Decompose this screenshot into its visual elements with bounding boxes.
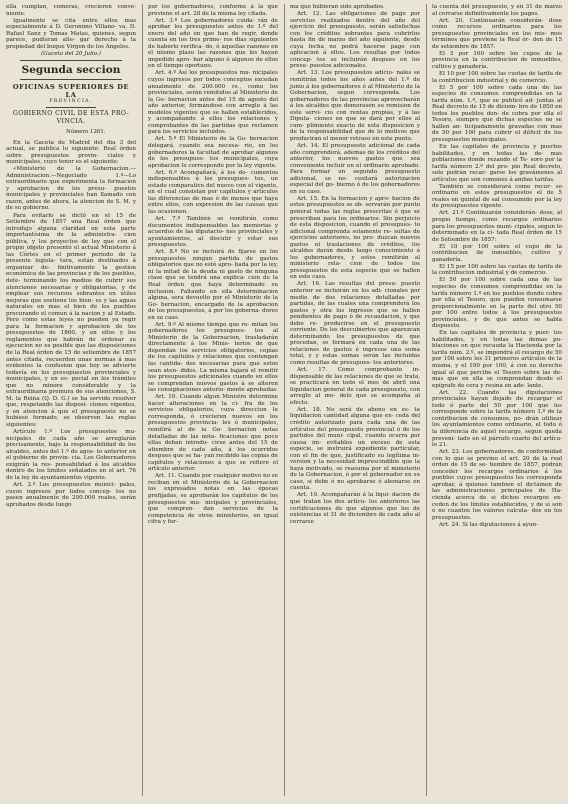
paragraph: Art. 16. Las resultas del presu- puesto anterior se incluirán en los adi- cionales por medio de dos relaciones detalladas por partidas, de las cuales una comprenderá los gastos y otra los ingresos que se hallen pendientes de pago ó de recaudacion, y que debe re- producirse en el presupuesto corriente. De los descubiertos que aparezcan determinando los presupuestos de que procedan, se formará en cada una de las relaciones de gastos é ingresos una suma total, y y estas sumas serán las incluidas como resultas de presupues- tos anteriores. [290, 281, 420, 367]
paragraph: Art. 15. En la formacion y apro- bacion de estos presupuestos se ob- servarán por punto general todas las reglas prescritas ó que se prescriban para los ordinarios. Sin perjuicio de esta disposicion, cuando el presupues- to adicional comprenda solamente re- sultas de ejercicios anteriores, no pro- duzcan nuevos gastos ni traslaciones de créditos, los alcaldes darán desde luego conocimiento á los gobernadores, y estos remitirán al ministerio rela- cion de todos los presupuestos de esta especie que se hallen en este caso. [290, 195, 420, 281]
paragraph: También se considerará como recur- so ordinario en estos presupuestos el de 5 reales en quintal de sal consumido por la ley de presupuestos vigente. [432, 183, 562, 210]
paragraph: Art. 3.º Los gobernadores cuida- rán de aprobar los presupuestos antes de 1.º del enero del año en que han de regir, donde cuenta en los tres prime- ros dias siguientes de haberlo verifica- do, ó aquellas razones en el mismo plazo las razones que les hayan impedido apro- bar alguno ó algunos de ellos en el tiempo oportuno. [148, 17, 278, 70]
paragraph: la cuenta del presupuesto, y en 31 de marzo al cerrarse definitivamente los pagos. [432, 4, 562, 17]
paragraph: Art. 18. No será de abono en es- ta liquidacion cantidad alguna que ex- ceda del crédito autorizado para cada una de las artículos del presupuesto provincial ó de los partidos del muni- cipal, cuando ocurra por causa im- evitables un exceso de esta especie, se instruirá expediente particular, con el fin de que, justificado su legítima in- version y la necesidad imprescindible que la haya motivado, se reasuma por el ministerio de la Gobernacion, ó por el gobernador en su caso, si debe ó no aprobarse ó abonarse en cuenta. [290, 406, 420, 492]
paragraph: Art. 12. Las obligaciones de pago por servicios realizados dentro del año del ejercicio del presupuesto, serán satisfechas con los créditos sobrantes para cubrirlos hasta fin de marzo del año siguiente, desde cuya fecha no podrá hacerse pago con aplicacion á ellos. Los resultas por todos concep- tos se incluirán despues en los presu- puestos adicionales. [290, 11, 420, 70]
divider [20, 60, 122, 61]
paragraph: Art. 8.º No se incluirá de fijarse en los presupuestos ningun partida de gastos obligatorios que no esté apro- bada por la ley, ni la mitad de la deuda ni gasto de ninguna clase que se tendrá una explica- cion de la Real órden que haya determinado su inclusion. Faltando en ella determinacion alguna, sera devuelto por el Ministerio de la Go- bernacion, encargado de la aprobacion de los presupuestos, á por los goberna- dores en su caso. [148, 249, 278, 321]
section-title: Segunda seccion [21, 64, 121, 77]
paragraph: «Ministerio de la Gobernacion.— Administracion.—Negociado 1.º—Lo extraordinario que experimenta la formacion y aprobacion de los presu- puestos municipales y provinciales han llamado con razon, antes de ahora, la atencion de S. M. y de su gobierno. [6, 166, 136, 212]
paragraph: Art. 7.º También se remitirán como documentos indispensables las memorias y acuerdos de las diputacio- nes provinciales y ayuntamientos, al discutir y votar sus presupuestos. [148, 216, 278, 249]
paragraph: Artículo 1.º Los presupuestos mu- nicipales de cada año se arreglarán precisamente, bajo la responsabilidad de los alcaldes, antes del 1.º de agos- to anterior en el gobierno de provin- cia. Los Gobernadores exigirán la res- ponsabilidad á los alcaldes dentro de los limites señalados en el art. 76 de la ley de ayuntamientos vigente. [6, 429, 136, 481]
paragraph: Art. 17. Como comprobante in- dispensable de las relaciones de que se trata, se practicará en todo el mes de abril una liquidacion general de cada presupuesto, con arreglo al mo- delo que se acompaña al efecto. [290, 367, 420, 406]
divider [46, 107, 96, 108]
paragraph: Art. 5.º El Ministerio de la Go- bernacion delegará, cuando sea necesa- rio, en los gobernadores la facultad de aprobar algunos de los presupues- tos municipales, cuya aprobacion le corresponde por la ley vigente. [148, 136, 278, 169]
paragraph: por los gobernadores, conforme á la que previene el art. 28 de la misma ley citada. [148, 4, 278, 17]
paragraph: El 15 por 100 sobre las cuotas de tarifa de la contribucion industrial y de comercio. [432, 263, 562, 277]
paragraph: Para evitarlo se dictó en el 15 de Setiembre de 1857 una Real órden que introdujo alguna claridad en esta parte importantísima de la administra- cion pública, y los proyectos de ley que con el propio objeto presentó el actual Ministerio á las Córtes en el primer periodo de la presente legisla- tura, están destinados á organizar de- finitivamente la gestion económica de las provincias y de los pueblos, dete- terminando los medios de cubrir sus atenciones necesarias y obligatorias, y de emplear sus recursos sobrantes en útiles mejoras que sostiene los bien- es y las aguas naturales en mas el bien de los pueblos procurando el comun á la nacion y al Estado. Pero como estas leyes no pueden ya regir para la formacion y aprobacion de los presupuestos de 1860, y en ellos y los reglamentos que habrán de ordenar su ejecucion no es posible que las disposiciones de la Real órden de 15 de setiembre de 1857 antes citada, recuerden unas normas á mas evidentes la confusion que hoy se advierte todavía en los presupuestos provinciales y municipales, y en es- pecial en los trámites que no minore considerable y la extraordinaria premura de sus atenciones, S. M. la Reina (Q. D. G.) se ha servido resolver que, respetando las disposi- ciones vigentes, y en atencion á que el presupuesto no se hubiese formado, se observen las reglas siguientes: [6, 212, 136, 429]
paragraph: Art. 21.º Continuarán considerán- dose, al propio tiempo, como recargos ordinarios para los presupuestos muni- cipales, segun lo determinado en la ci- tada Real órden de 15 de Setiembre de 1857: [432, 210, 562, 243]
gazette-page [6, 4, 562, 796]
column-4 [426, 4, 562, 796]
paragraph: ma que hubieran sido aprobados. [290, 4, 385, 10]
paragraph: En la Gaceta de Madrid del dia 3 del actual, se publica lo siguiente: Real órden sobre presupuestos provin- ciales y municipales, cuyo tenor es el siguiente: [6, 139, 136, 166]
paragraph: El 50 por 100 sobre cada una de las especies de consumos comprendidas en la tarifa número 1.º en los pueblos donde cobra por ella el Tesoro, que pueden consumarse proporcionalmente en la parte del otro 50 por 100 entre todos á los presupuestos provinciales, y de que antes se habla dispuesto. [432, 277, 562, 330]
decree-number: Número 1261. [66, 128, 106, 135]
gazette-date: (Gaceta del 20 Julio.) [41, 50, 101, 57]
paragraph: El 10 por 100 sobre el cupo de la contribucion de inmuebles, cultivo y ganadería. [432, 243, 562, 263]
paragraph: Art. 11. Cuando por cualquier motivo no se reciban en el Ministerio de la Gobernacion los expresados notas en las épocas prefijadas, se aprobarán los capítulos de los presupuestos mu- nicipales y provinciales, que compren- dan servicios de la competencia de otros ministerios, en igual cifra y for- [148, 473, 278, 526]
paragraph: Art. 23. Los gobernadores, de conformidad con lo que se previno el art. 20 de la real órden de 15 de se- tiembre de 1857, podrán conceder los recargos ordinarios á los pueblos cuyos presupuestos les corresponda aprobar, á quienes tambien el dictámen de las administraciones principales de Ha- cienda acerca de si dichos recargos ex- ceden de los límites establecidos, y de si son ó no cuantos los valores calcula- dos en los presupuestos. [432, 449, 562, 521]
paragraph: Art. 6.º Acompañará, á los do- cumentos indispensables á los presupues- tos, un estado comparativo del nuevo con el vigente, en el cual consistan por capítulos y artículos las diferencias de mas ó de menos que haya entre ellos, con expresion de las causas que las ocasionen. [148, 169, 278, 215]
paragraph: El 10 por 100 sobre las cuotas de tarifa de la contribucion industrial y de comercio. [432, 70, 562, 84]
column-1 [6, 4, 136, 796]
paragraph: El 5 por 100 sobre cada una de las especies de consumos comprendidas en la tarifa núm. 1.º, que se publicó ad- juntas al Real decreto de 15 de diciem- bre de 1850 en todos los pueblos don- de cobra por ella el Tesoro, siempre que dichas especies no se hallen an- ticipadamente gravadas con mas de 50 por 100 para cubrir el déficit de los presupuestos municipales. [432, 84, 562, 143]
paragraph: Art. 9.º Al mismo tiempo que re- mitan los gobernadores los presupues- tos al Ministerio de la Gobernacion, trasladarán directamente á los Minis- terios de que dependan los servicios obligatorios, copias de los capítulos y relaciones que contengan las cantida- des necesarias para que estos sean aten- didos. La misma bajará el remitir los presupuestos adicionales cuando en ellos se comprendan nuevos gastos á se alteren las consignaciones anterio- mente aprobadas. [148, 321, 278, 394]
paragraph: Art. 20. Continuarán considerán- dose como recursos ordinarios para los presupuestos provinciales en los mis- mos términos que previene la Real ór- den de 15 de setiembre de 1857. [432, 17, 562, 50]
column-3 [284, 4, 420, 796]
paragraph: En las capitales de provincia y puer- tos habilitados, y en todas las demas po- blaciones en que recauda la Hacienda por la tarifa núm. 2.º, se impondrá el recargo de 50 por 100 sobre los 31 primeros artículos de la misma, y el 100 por 100, á con su derecho igual al que percibe el Tesoro sobre las de- mas que en ella se comprendan desde el epígrafe de cera y resina en ade- lante. [432, 330, 562, 389]
paragraph: Igualmente se cita entre ellos mas especialmente á D. Geronimo Villano- va, D. Rafael Sanz y Tomas Matas, quienes, segun parece, pudieran alle- gar derecho á la propiedad del buque Virgen de los Angeles. [6, 17, 136, 50]
paragraph: El 5 por 100 sobre los cupos de la provincia en la contribucion de inmuebles, cultivo y ganadería. [432, 50, 562, 70]
paragraph: Art. 13. Los presupuestos adicio- nales se remitirán todos los años antes del 1.º de junio á los gobernadores ó al Ministerio de la Gobernacion, segun corresponda. Los gobernadores de las provincias aprovecharán á los alcaldes que demorasen su remision de este servi- cio con rentas propias, y á las Diputa- ciones en que se dará por ellos al cum- plimiento exacto de esta disposicion y de la responsabilidad que de lo motivos que produciran el menor retraso en este punto. [290, 70, 420, 142]
paragraph: Art. 19. Acompañarán á la liqui- dacion de que tratan los dos artícu- los anteriores las certificaciones de que algunos que los de existencias el 31 de diciembre de cada año al cerrarse [290, 492, 420, 525]
paragraph: Art. 14. El presupuesto adicional de cada año comprenderá, ademas de los créditos del anterior, los nuevos gastos que sea conveniente incluir en el ordinario aprobado. Para formar un segundo presupuesto adicional, se ne- cesitará autorizacion especial del go- bierno ó de los gobernadores en su caso. [290, 142, 420, 195]
government-heading: GOBIERNO CIVIL DE ESTA PRO- VINCIA. [12, 109, 130, 125]
divider [20, 79, 122, 80]
paragraph: Art. 2.º Los presupuestos munici- pales, cuyos ingresos por todos concep- tos no pasen anualmente de 200.000 reales, serán aprobados desde luego [6, 481, 136, 508]
paragraph: Art. 24. Si las diputaciones á ayun- [439, 521, 539, 528]
offices-heading: OFICINAS SUPERIORES DE LA [12, 83, 130, 100]
paragraph: En las capitales de provincia y puertos habilitados, y en todas las de- mas poblaciones donde rezando el Te- soro por la tarifa número 2.º del pro- pio Real decreto, solo podrán recar- garse los gravámenes al artículos que son comunes á ambas tarifas. [432, 143, 562, 183]
paragraph: Art. 22. Cuando las diputaciones provinciales hayan dejado de recargar el todo ó parte del 50 por 100 que les corresponde sobre la tarifa número 1.º de la contribucion de consumos, po- drán utilizar los ayuntamientos como ordinario, el todo ó la diferencia de aquel recargo, segun queda preveni- tado en el párrafo cuarto del artícu- lo 21. [432, 389, 562, 449]
column-2 [142, 4, 278, 796]
paragraph: ella cumplan, comeras, crecieren conve- niente. [6, 4, 136, 17]
province-heading: PROVINCIA. [49, 99, 93, 105]
paragraph: Art. 4.º Así los presupuestos mu- nicipales cuyos ingresos por todos conceptos excedan anualmente de 200.000 rs., como los provinciales, serán remitidos al Ministerio de la Go- bernacion antes del 15 de agosto del año anterior, formándose con arreglo á las modelos vigentes que se hallen establecidos, y acompañando á ellos los relaciones y comprobantes de las partidas que reclamen para los servicios incluidos. [148, 70, 278, 136]
paragraph: Art. 10. Cuando algun Ministro determine hacer alteraciones en la ci- fra de los servicios obligatorios, cuya direccion le corresponda, ó crecieren nuevos en los presupuestos provincia- les ó municipales, remitirá al de la Go- bernacion notas detalladas de las nota- ficaciones que poco ellas deban introdu- cirse antes del 15 de atiembre de cada año, á los ocurridos despues que se ha- yan recibido las copias de capítulos y relaciones á que se refiere el artículo anterior. [148, 394, 278, 473]
